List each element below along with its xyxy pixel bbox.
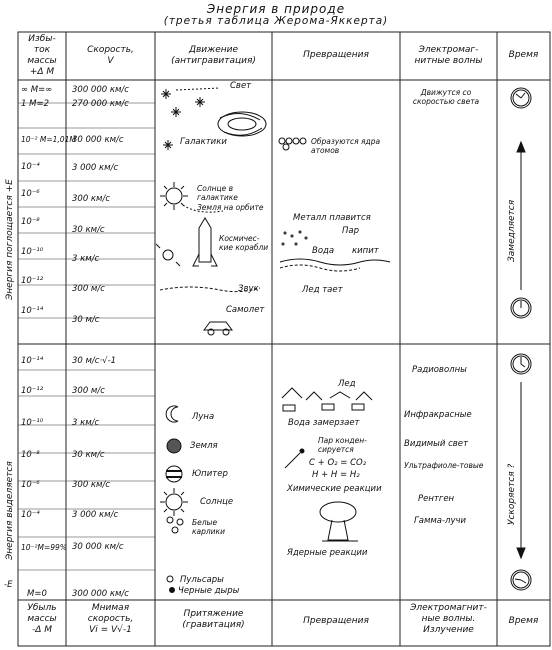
lower-mass-2: 10⁻¹² — [21, 386, 44, 396]
motion-moon: Луна — [192, 412, 215, 422]
wave-gamma: Гамма-лучи — [414, 516, 467, 526]
upper-speed-9: 30 м/с — [72, 315, 100, 325]
wave-ultraviolet: Ультрафиоле-товые — [404, 461, 484, 470]
clock-icon — [511, 298, 531, 318]
motion-sun-galaxy: Солнце в галактике — [197, 184, 238, 202]
lower-speed-4: 30 км/с — [72, 450, 105, 460]
minus-e-label: -E — [4, 580, 13, 590]
lower-mass-1: 10⁻¹⁴ — [21, 356, 44, 366]
transform-eq1: C + O₂ = CO₂ — [309, 458, 367, 468]
header-speed-line: Скорость, — [87, 45, 134, 55]
waves-upper: Движутся со скоростью света — [412, 88, 480, 106]
upper-speed-3: 30 000 км/с — [72, 135, 124, 145]
lower-mass-7: 10⁻²M=99% — [21, 543, 67, 552]
footer-waves — [400, 603, 497, 636]
transform-nuclei: Образуются ядра атомов — [311, 137, 381, 155]
clock-icon — [511, 354, 531, 374]
header-waves-line: Электромаг- — [418, 45, 479, 55]
upper-speed-1: 300 000 км/с — [72, 85, 129, 95]
lower-mass-4: 10⁻⁸ — [21, 450, 40, 460]
transform-eq2: H + H = H₂ — [312, 470, 360, 480]
page-title: Энергия в природе — [206, 2, 346, 16]
footer-transform: Превращения — [303, 616, 369, 626]
upper-speed-7: 3 км/с — [72, 254, 100, 264]
upper-mass-9: 10⁻¹⁴ — [21, 306, 44, 316]
footer-time: Время — [508, 616, 539, 626]
lower-speed-1: 30 м/с·√-1 — [72, 356, 117, 366]
footer-speed — [66, 603, 155, 636]
upper-speed-8: 300 м/с — [72, 284, 105, 294]
upper-speed-4: 3 000 км/с — [72, 163, 119, 173]
header-motion-line: (антигравитация) — [171, 56, 256, 66]
motion-plane: Самолет — [226, 305, 265, 315]
motion-jupiter: Юпитер — [192, 469, 228, 479]
motion-spaceships: Космичес-кие корабли — [219, 234, 269, 252]
footer-speed-line: Vi = V√-1 — [89, 625, 132, 635]
upper-speed-2: 270 000 км/с — [72, 99, 129, 109]
transform-water-freezes: Вода замерзает — [288, 418, 360, 428]
arrow-up-icon — [517, 142, 525, 290]
transform-vapor-condenses: Пар конден-сируется — [318, 436, 367, 454]
upper-mass-8: 10⁻¹² — [21, 276, 44, 286]
header-mass-line: ток — [33, 45, 51, 55]
upper-speed-6: 30 км/с — [72, 225, 105, 235]
footer-mass-line: массы — [27, 614, 57, 624]
wave-radio: Радиоволны — [412, 365, 467, 375]
lower-speed-2: 300 м/с — [72, 386, 105, 396]
transform-vapor: Пар — [342, 226, 359, 236]
clock-icon — [511, 88, 531, 108]
page-subtitle: (третья таблица Жерома-Яккерта) — [163, 15, 389, 27]
time-speeds: Ускоряется ? — [507, 463, 517, 525]
wave-visible: Видимый свет — [404, 439, 468, 449]
header-mass-line: Избы- — [28, 34, 56, 44]
upper-speed-5: 300 км/с — [72, 194, 111, 204]
transform-ice-melts: Лед тает — [302, 285, 343, 295]
lower-speed-6: 3 000 км/с — [72, 510, 119, 520]
header-mass-line: массы — [27, 56, 57, 66]
motion-sound: Звук — [238, 284, 259, 294]
time-slows: Замедляется — [507, 199, 517, 262]
upper-mass-1: ∞ M=∞ — [21, 85, 53, 95]
motion-earth-orbit: Земля на орбите — [197, 203, 264, 212]
lower-speed-5: 300 км/с — [72, 480, 111, 490]
lower-mass-3: 10⁻¹⁰ — [21, 418, 44, 428]
header-mass-line: +Δ M — [29, 67, 55, 77]
lower-speed-7: 30 000 км/с — [72, 542, 124, 552]
lower-mass-6: 10⁻⁴ — [21, 510, 40, 520]
transform-metal: Металл плавится — [293, 213, 371, 223]
upper-mass-2: 1 M=2 — [21, 99, 49, 109]
clock-icon — [511, 570, 531, 590]
zero-mass: M=0 — [27, 589, 47, 599]
header-speed-line: V — [107, 56, 114, 66]
transform-ice: Лед — [338, 379, 356, 389]
upper-mass-3: 10⁻² M=1,01M — [21, 135, 76, 144]
transform-boils: кипит — [352, 246, 379, 256]
motion-light: Свет — [230, 81, 252, 91]
motion-pulsars: Пульсары — [180, 575, 224, 585]
upper-mass-4: 10⁻⁴ — [21, 162, 40, 172]
footer-waves-line: Электромагнит- — [410, 603, 487, 613]
upper-mass-6: 10⁻⁸ — [21, 217, 40, 227]
footer-speed-line: скорость, — [87, 614, 134, 624]
lower-mass-5: 10⁻⁶ — [21, 480, 40, 490]
transform-chem: Химические реакции — [287, 484, 382, 494]
header-time: Время — [508, 50, 539, 60]
motion-earth: Земля — [190, 441, 218, 451]
footer-motion-line: Притяжение — [183, 609, 244, 619]
side-label-lower: Энергия выделяется — [5, 461, 15, 560]
wave-infrared: Инфракрасные — [404, 410, 472, 420]
header-motion-line: Движение — [188, 45, 239, 55]
lower-speed-3: 3 км/с — [72, 418, 100, 428]
footer-speed-line: Мнимая — [91, 603, 130, 613]
footer-mass-line: -Δ M — [31, 625, 53, 635]
upper-mass-5: 10⁻⁶ — [21, 189, 40, 199]
motion-galaxies: Галактики — [180, 137, 227, 147]
header-transform: Превращения — [303, 50, 369, 60]
motion-white-dwarfs: Белые карлики — [192, 518, 225, 536]
zero-speed: 300 000 км/с — [72, 589, 129, 599]
wave-xray: Рентген — [418, 494, 455, 504]
transform-nuclear: Ядерные реакции — [287, 548, 368, 558]
footer-mass-line: Убыль — [27, 603, 57, 613]
footer-waves-line: ные волны. — [421, 614, 476, 624]
upper-mass-7: 10⁻¹⁰ — [21, 247, 44, 257]
footer-waves-line: Излучение — [423, 625, 474, 635]
side-label-upper: Энергия поглощается +E — [5, 179, 15, 300]
motion-black-holes: Черные дыры — [178, 586, 240, 596]
footer-motion — [155, 609, 272, 631]
motion-sun: Солнце — [200, 497, 234, 507]
header-waves-line: нитные волны — [414, 56, 483, 66]
footer-motion-line: (гравитация) — [182, 620, 245, 630]
arrow-down-icon — [517, 382, 525, 558]
transform-water: Вода — [312, 246, 335, 256]
footer-mass — [20, 603, 64, 636]
